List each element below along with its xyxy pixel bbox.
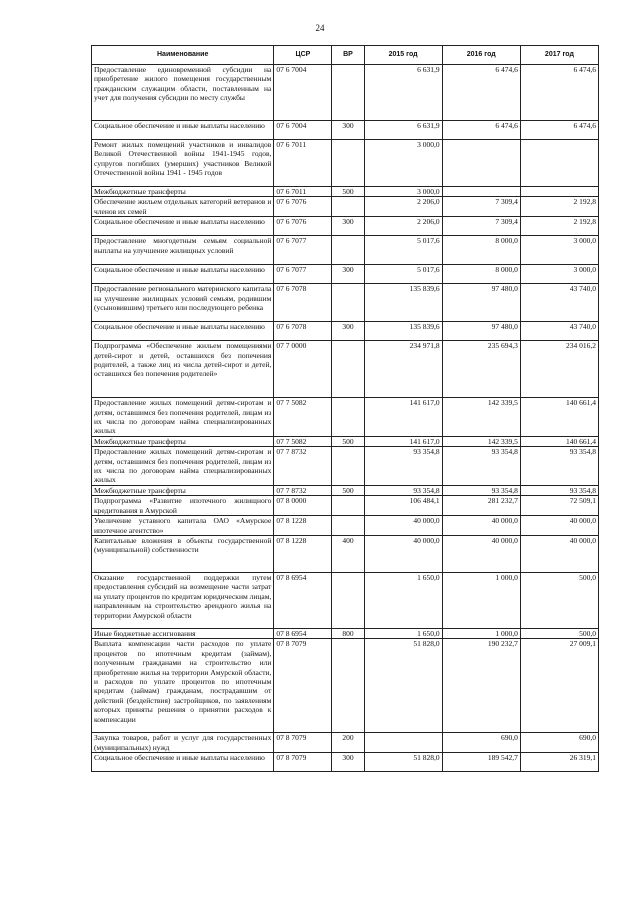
cell-y2016: 142 339,5 [442, 436, 520, 446]
table-row [92, 140, 599, 187]
cell-y2015: 6 631,9 [364, 121, 442, 140]
cell-vr [332, 284, 364, 322]
cell-y2017: 3 000,0 [520, 265, 598, 284]
cell-name: Межбюджетные трансферты [92, 485, 274, 495]
cell-y2016: 7 309,4 [442, 197, 520, 217]
header-2015: 2015 год [364, 46, 442, 65]
cell-y2015: 106 484,1 [364, 496, 442, 516]
cell-name: Предоставление единовременной субсидии на приобретение жилого помещения государственным гражданским служащим области, поставленным на учет для получения субсидии по месту службы [92, 65, 274, 121]
cell-y2015: 2 206,0 [364, 217, 442, 236]
cell-vr [332, 65, 364, 121]
cell-csr: 07 6 7011 [274, 140, 332, 187]
cell-name: Предоставление многодетным семьям социальной выплаты на улучшение жилищных условий [92, 236, 274, 265]
cell-y2016: 97 480,0 [442, 322, 520, 341]
cell-y2015: 135 839,6 [364, 284, 442, 322]
cell-y2016: 97 480,0 [442, 284, 520, 322]
cell-y2017: 140 661,4 [520, 398, 598, 437]
table-row [92, 265, 599, 284]
cell-y2017: 500,0 [520, 572, 598, 628]
cell-y2016: 281 232,7 [442, 496, 520, 516]
cell-y2015 [364, 733, 442, 753]
cell-name: Предоставление жилых помещений детям-сиротам и детям, оставшимся без попечения родителей, лицам из их числа по договорам найма специализированных жилых [92, 447, 274, 486]
cell-vr: 200 [332, 733, 364, 753]
cell-csr: 07 8 6954 [274, 628, 332, 638]
table-row [92, 121, 599, 140]
cell-name: Социальное обеспечение и иные выплаты населению [92, 217, 274, 236]
cell-y2017: 3 000,0 [520, 236, 598, 265]
cell-vr: 500 [332, 187, 364, 197]
cell-csr: 07 6 7077 [274, 236, 332, 265]
cell-name: Увеличение уставного капитала ОАО «Амурское ипотечное агентство» [92, 516, 274, 536]
cell-vr [332, 197, 364, 217]
cell-vr: 300 [332, 322, 364, 341]
cell-name: Капитальные вложения в объекты государственной (муниципальной) собственности [92, 535, 274, 572]
header-2016: 2016 год [442, 46, 520, 65]
cell-csr: 07 8 1228 [274, 535, 332, 572]
table-row [92, 436, 599, 446]
cell-name: Выплата компенсации части расходов по уплате процентов по ипотечным кредитам (займам), полученным гражданами на строительство или приобретение жилья на территории Амурской области, и расходов по уплате процентов по ипотечным кредитам (займам) гражданам, пострадавшим от действий (бездействия) застройщиков, по заявлениям которых приняты решения о принятии расходов к компенсации [92, 639, 274, 733]
cell-y2015: 141 617,0 [364, 436, 442, 446]
cell-y2016: 190 232,7 [442, 639, 520, 733]
table-row [92, 535, 599, 572]
cell-name: Социальное обеспечение и иные выплаты населению [92, 121, 274, 140]
cell-y2015: 141 617,0 [364, 398, 442, 437]
cell-vr [332, 572, 364, 628]
cell-csr: 07 7 8732 [274, 447, 332, 486]
cell-y2017: 43 740,0 [520, 322, 598, 341]
cell-vr: 300 [332, 217, 364, 236]
cell-csr: 07 7 5082 [274, 436, 332, 446]
cell-y2015: 93 354,8 [364, 485, 442, 495]
cell-name: Межбюджетные трансферты [92, 187, 274, 197]
table-body [92, 65, 599, 772]
cell-y2016 [442, 187, 520, 197]
page-number: 24 [315, 23, 325, 33]
cell-y2017 [520, 187, 598, 197]
cell-y2015: 51 828,0 [364, 639, 442, 733]
cell-csr: 07 6 7011 [274, 187, 332, 197]
cell-csr: 07 8 0000 [274, 496, 332, 516]
cell-y2015: 40 000,0 [364, 516, 442, 536]
cell-y2015: 3 000,0 [364, 187, 442, 197]
cell-y2016: 235 694,3 [442, 341, 520, 398]
table-row [92, 496, 599, 516]
cell-y2017: 2 192,8 [520, 197, 598, 217]
header-csr: ЦСР [274, 46, 332, 65]
cell-y2015: 6 631,9 [364, 65, 442, 121]
cell-y2017: 27 009,1 [520, 639, 598, 733]
cell-name: Социальное обеспечение и иные выплаты населению [92, 753, 274, 772]
table-header-row [92, 46, 599, 65]
header-name: Наименование [92, 46, 274, 65]
cell-y2016: 6 474,6 [442, 65, 520, 121]
cell-y2016: 1 000,0 [442, 572, 520, 628]
cell-name: Социальное обеспечение и иные выплаты населению [92, 322, 274, 341]
table-row [92, 197, 599, 217]
cell-name: Предоставление регионального материнского капитала на улучшение жилищных условий семьям, родившим (усыновившим) третьего или последующего ребенка [92, 284, 274, 322]
table-row [92, 217, 599, 236]
cell-vr [332, 496, 364, 516]
cell-vr: 300 [332, 121, 364, 140]
table-row [92, 572, 599, 628]
cell-vr [332, 140, 364, 187]
cell-y2017: 500,0 [520, 628, 598, 638]
cell-y2017: 140 661,4 [520, 436, 598, 446]
cell-csr: 07 7 5082 [274, 398, 332, 437]
cell-y2017: 2 192,8 [520, 217, 598, 236]
table-row [92, 516, 599, 536]
table-row [92, 65, 599, 121]
cell-y2015: 3 000,0 [364, 140, 442, 187]
header-vr: ВР [332, 46, 364, 65]
table-row [92, 753, 599, 772]
table-row [92, 322, 599, 341]
cell-y2015: 2 206,0 [364, 197, 442, 217]
cell-y2017: 43 740,0 [520, 284, 598, 322]
cell-vr [332, 447, 364, 486]
cell-y2015: 1 650,0 [364, 572, 442, 628]
cell-vr: 500 [332, 436, 364, 446]
cell-y2015: 93 354,8 [364, 447, 442, 486]
cell-vr [332, 398, 364, 437]
cell-y2017: 72 509,1 [520, 496, 598, 516]
cell-csr: 07 6 7078 [274, 284, 332, 322]
cell-y2017: 93 354,8 [520, 485, 598, 495]
cell-csr: 07 6 7004 [274, 65, 332, 121]
cell-name: Ремонт жилых помещений участников и инвалидов Великой Отечественной войны 1941-1945 годов, супругов погибших (умерших) участников Великой Отечественной войны 1941 - 1945 годов [92, 140, 274, 187]
cell-y2017: 40 000,0 [520, 535, 598, 572]
cell-y2015: 5 017,6 [364, 236, 442, 265]
cell-y2015: 40 000,0 [364, 535, 442, 572]
table-row [92, 236, 599, 265]
cell-name: Подпрограмма «Развитие ипотечного жилищного кредитования в Амурской [92, 496, 274, 516]
cell-y2016: 8 000,0 [442, 265, 520, 284]
cell-csr: 07 8 6954 [274, 572, 332, 628]
table-row [92, 639, 599, 733]
cell-vr: 500 [332, 485, 364, 495]
cell-y2017: 26 319,1 [520, 753, 598, 772]
cell-y2016: 6 474,6 [442, 121, 520, 140]
table-row [92, 341, 599, 398]
cell-y2016: 93 354,8 [442, 447, 520, 486]
cell-name: Предоставление жилых помещений детям-сиротам и детям, оставшимся без попечения родителей, лицам из их числа по договорам найма специализированных жилых [92, 398, 274, 437]
table-row [92, 628, 599, 638]
table-row [92, 187, 599, 197]
cell-vr: 400 [332, 535, 364, 572]
cell-vr [332, 639, 364, 733]
budget-table [91, 45, 599, 772]
cell-y2017: 93 354,8 [520, 447, 598, 486]
cell-name: Социальное обеспечение и иные выплаты населению [92, 265, 274, 284]
cell-csr: 07 6 7077 [274, 265, 332, 284]
cell-y2016: 1 000,0 [442, 628, 520, 638]
cell-name: Оказание государственной поддержки путем предоставления субсидий на возмещение части затрат на уплату процентов по кредитам юридическим лицам, направленным на строительство арендного жилья на территории Амурской области [92, 572, 274, 628]
cell-vr: 300 [332, 265, 364, 284]
cell-y2017: 40 000,0 [520, 516, 598, 536]
cell-y2017: 690,0 [520, 733, 598, 753]
cell-y2016: 142 339,5 [442, 398, 520, 437]
cell-csr: 07 6 7076 [274, 217, 332, 236]
cell-name: Подпрограмма «Обеспечение жильем помещениями детей-сирот и детей, оставшихся без попечения родителей, а также лиц из числа детей-сирот и детей, оставшихся без попечения родителей» [92, 341, 274, 398]
header-2017: 2017 год [520, 46, 598, 65]
cell-y2015: 1 650,0 [364, 628, 442, 638]
cell-y2017 [520, 140, 598, 187]
table-row [92, 284, 599, 322]
cell-name: Обеспечение жильем отдельных категорий ветеранов и членов их семей [92, 197, 274, 217]
cell-y2016: 8 000,0 [442, 236, 520, 265]
cell-vr [332, 236, 364, 265]
cell-y2017: 6 474,6 [520, 121, 598, 140]
cell-y2015: 5 017,6 [364, 265, 442, 284]
cell-csr: 07 6 7004 [274, 121, 332, 140]
cell-vr [332, 341, 364, 398]
cell-vr [332, 516, 364, 536]
cell-y2015: 135 839,6 [364, 322, 442, 341]
cell-y2016: 189 542,7 [442, 753, 520, 772]
cell-csr: 07 8 7079 [274, 733, 332, 753]
cell-csr: 07 7 8732 [274, 485, 332, 495]
table-row [92, 447, 599, 486]
cell-y2017: 6 474,6 [520, 65, 598, 121]
table-row [92, 485, 599, 495]
cell-y2017: 234 016,2 [520, 341, 598, 398]
cell-name: Закупка товаров, работ и услуг для государственных (муниципальных) нужд [92, 733, 274, 753]
cell-y2016: 7 309,4 [442, 217, 520, 236]
cell-vr: 800 [332, 628, 364, 638]
cell-y2015: 51 828,0 [364, 753, 442, 772]
cell-name: Межбюджетные трансферты [92, 436, 274, 446]
cell-y2016: 93 354,8 [442, 485, 520, 495]
cell-csr: 07 8 1228 [274, 516, 332, 536]
cell-csr: 07 6 7076 [274, 197, 332, 217]
cell-name: Иные бюджетные ассигнования [92, 628, 274, 638]
cell-y2015: 234 971,8 [364, 341, 442, 398]
table-row [92, 733, 599, 753]
cell-csr: 07 8 7079 [274, 639, 332, 733]
cell-csr: 07 8 7079 [274, 753, 332, 772]
cell-y2016: 40 000,0 [442, 516, 520, 536]
cell-y2016 [442, 140, 520, 187]
table-row [92, 398, 599, 437]
cell-csr: 07 6 7078 [274, 322, 332, 341]
cell-vr: 300 [332, 753, 364, 772]
cell-csr: 07 7 0000 [274, 341, 332, 398]
cell-y2016: 690,0 [442, 733, 520, 753]
cell-y2016: 40 000,0 [442, 535, 520, 572]
